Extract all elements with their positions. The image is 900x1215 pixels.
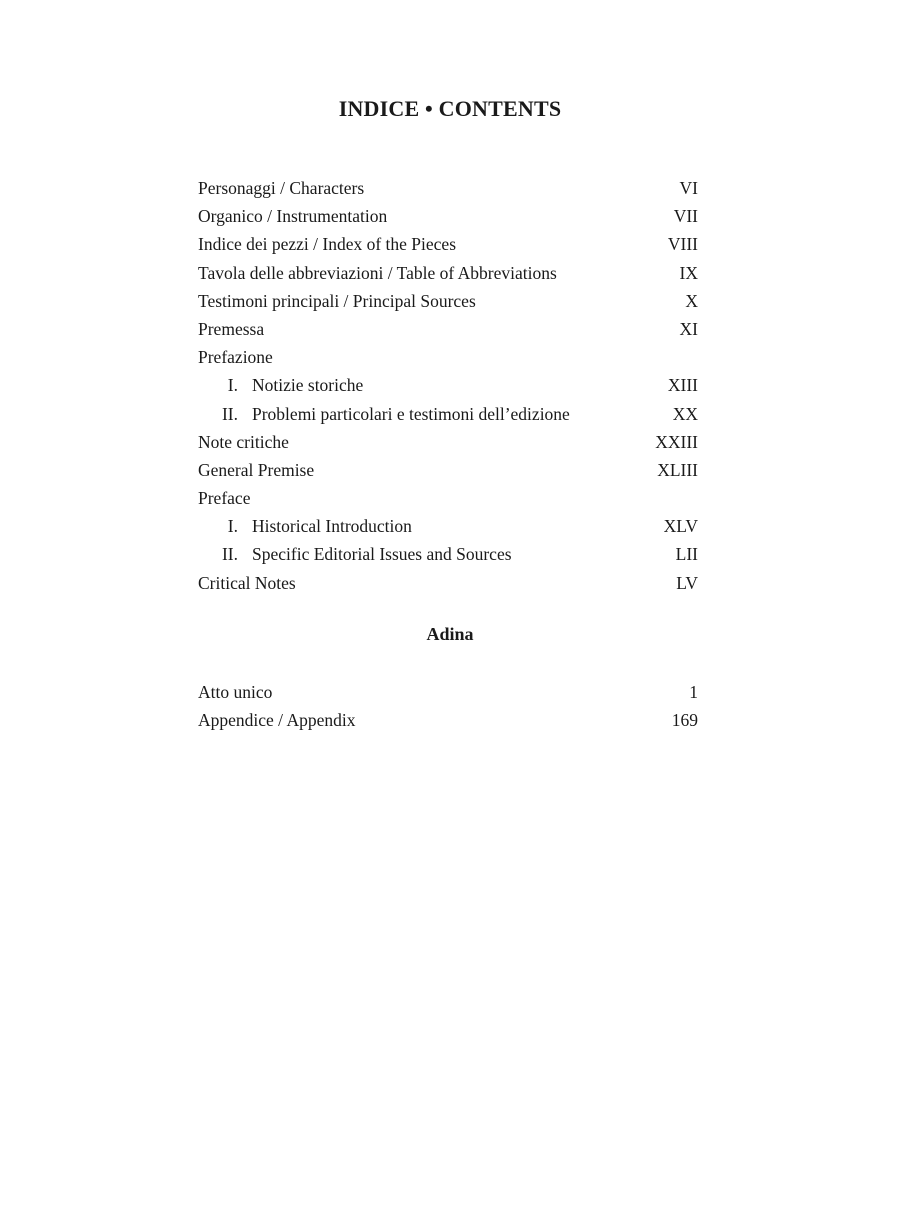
toc-entry-abbreviazioni [198,259,698,287]
toc-entry-label: Atto unico [198,682,273,702]
toc-entry-label: Tavola delle abbreviazioni / Table of Abbreviations [198,262,557,283]
toc-entry-page: XLIII [657,459,698,480]
toc-entry-prefazione [198,343,698,371]
toc-entry-page: 1 [689,682,698,702]
toc-entry-note-critiche [198,428,698,456]
toc-entry-page: LII [675,544,698,565]
toc-entry-label: Premessa [198,318,265,339]
toc-subentry-problemi [198,400,698,428]
toc-entry-label: Appendice / Appendix [198,710,356,731]
toc-subentry-notizie-storiche [198,371,698,399]
table-of-contents [198,174,698,597]
toc-subentry-editorial-issues [198,540,698,568]
toc-entry-label: Personaggi / Characters [198,178,365,198]
toc-entry-page: XI [679,318,698,339]
toc-entry-testimoni [198,287,698,315]
toc-entry-label: Note critiche [198,431,289,452]
toc-entry-label: Critical Notes [198,572,296,593]
toc-entry-critical-notes [198,569,698,597]
toc-entry-general-premise [198,456,698,484]
toc-entry-label: Indice dei pezzi / Index of the Pieces [198,234,457,255]
toc-entry-label: Problemi particolari e testimoni dell’edizione [252,403,570,424]
toc-entry-page: 169 [671,710,698,731]
toc-entry-page: VIII [667,234,698,255]
section-contents [198,678,698,734]
toc-entry-premessa [198,315,698,343]
page-title: INDICE • CONTENTS [338,96,562,121]
toc-entry-numeral: II. [221,544,238,565]
toc-entry-label: Notizie storiche [252,375,364,396]
toc-entry-page: XX [672,403,698,424]
toc-entry-personaggi [198,174,698,202]
toc-entry-label: Preface [198,488,251,509]
section-heading: Adina [426,624,474,644]
toc-entry-page: XXIII [655,431,698,452]
toc-entry-label: Organico / Instrumentation [198,206,388,227]
toc-entry-page: IX [679,262,698,283]
toc-entry-page: VI [679,178,698,198]
toc-subentry-historical-introduction [198,512,698,540]
toc-entry-label: Testimoni principali / Principal Sources [198,290,476,311]
toc-entry-organico [198,202,698,230]
toc-entry-appendice [198,706,698,734]
toc-entry-page: XIII [667,375,698,396]
toc-entry-numeral: I. [227,516,238,537]
toc-entry-atto-unico [198,678,698,706]
toc-entry-preface [198,484,698,512]
toc-entry-page: XLV [663,516,698,537]
toc-entry-page: VII [673,206,698,227]
toc-entry-label: Historical Introduction [252,516,412,537]
toc-entry-numeral: II. [221,403,238,424]
toc-entry-label: Prefazione [198,347,273,368]
toc-entry-page: LV [676,572,698,593]
toc-entry-label: Specific Editorial Issues and Sources [252,544,512,565]
toc-entry-label: General Premise [198,459,315,480]
toc-entry-indice-pezzi [198,230,698,258]
toc-entry-numeral: I. [227,375,238,396]
toc-entry-page: X [685,290,698,311]
